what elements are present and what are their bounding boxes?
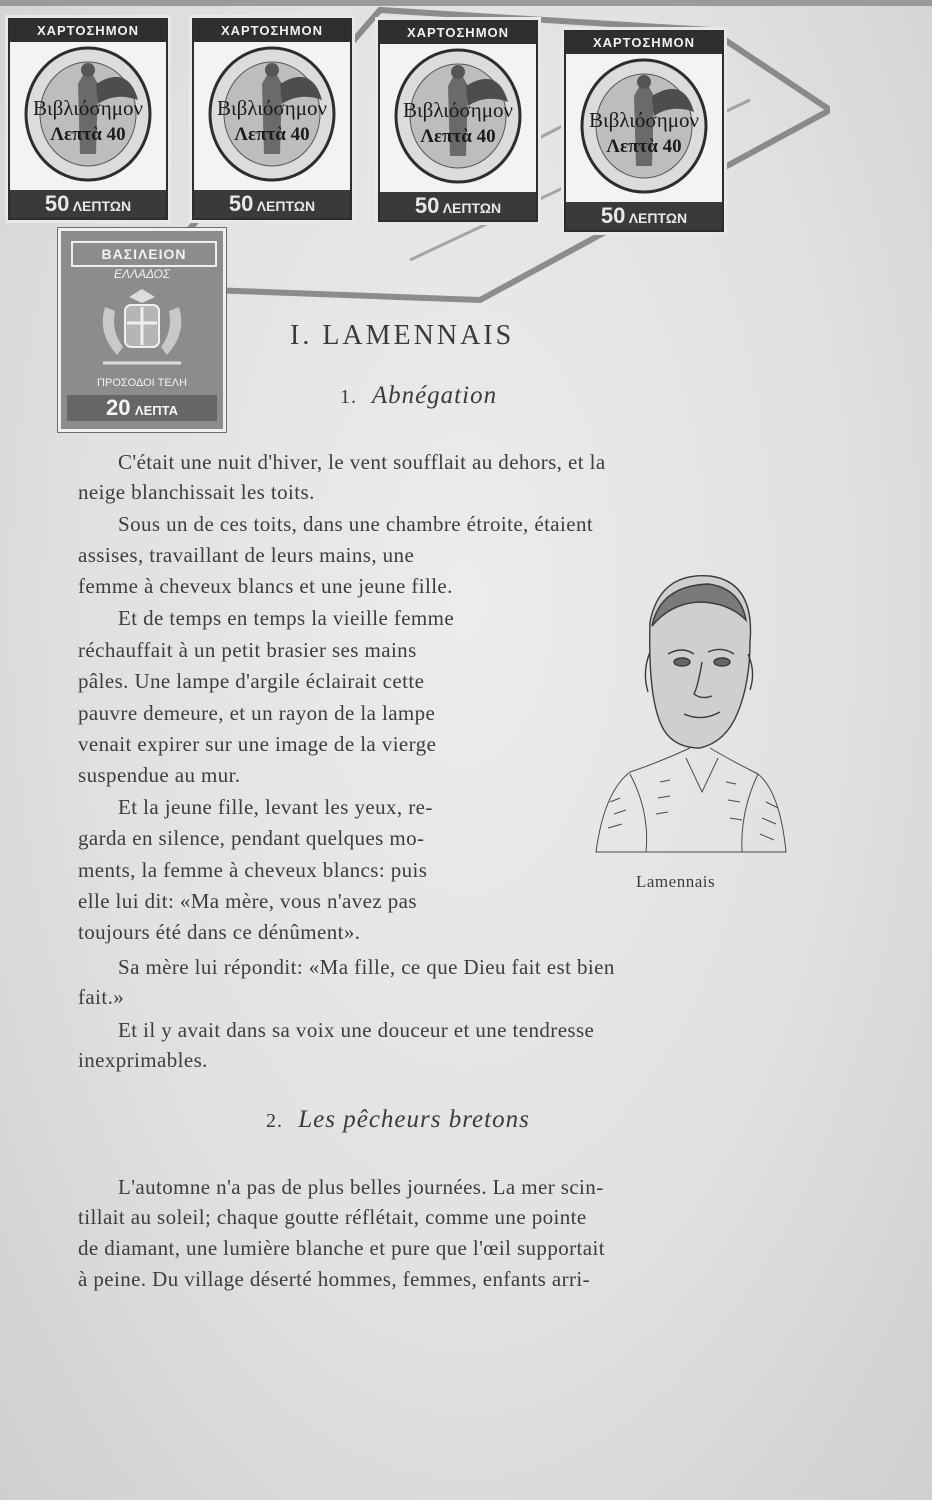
chapter-title: I. LAMENNAIS (290, 320, 515, 351)
stamp-footer-value: 50 (44, 191, 70, 216)
section-title: Les pêcheurs bretons (298, 1106, 530, 1133)
text-line: à peine. Du village déserté hommes, femmes, enfants arri- (78, 1267, 591, 1291)
stamp-overprint-value: Λεπτὰ 40 (606, 136, 682, 157)
text-line: inexprimables. (78, 1048, 208, 1072)
stamp-footer (566, 202, 722, 230)
stamp-overprint-name: Βιβλιόσημον (403, 98, 513, 122)
text-line: pauvre demeure, et un rayon de la lampe (78, 701, 436, 725)
lamennais-portrait-image (590, 562, 790, 862)
stamp-overprint-value: Λεπτὰ 40 (420, 126, 496, 147)
stamp-header: ΧΑΡΤΟΣΗΜΟΝ (194, 20, 350, 42)
text-line: femme à cheveux blancs et une jeune fille. (78, 574, 453, 598)
stamp-footer-word: ΛΕΠΤΩΝ (442, 200, 502, 216)
text-line: assises, travaillant de leurs mains, une (78, 543, 415, 567)
section-number: 1. (340, 386, 357, 408)
stamp-header: ΧΑΡΤΟΣΗΜΟΝ (10, 20, 166, 42)
portrait-caption: Lamennais (636, 872, 716, 891)
stamp-overprint-name: Βιβλιόσημον (217, 96, 327, 120)
text-line: Sa mère lui répondit: «Ma fille, ce que Dieu fait est bien (118, 955, 615, 979)
section-title: Abnégation (371, 382, 498, 409)
revenue-stamp-2 (192, 18, 352, 220)
stamp-fee-label: ΠΡΟΣΟΔΟΙ ΤΕΛΗ (97, 377, 187, 389)
stamp-footer-value: 50 (600, 203, 626, 228)
text-line: fait.» (78, 985, 125, 1009)
stamp-country-label: ΕΛΛΑΔΟΣ (114, 267, 170, 281)
text-line: garda en silence, pendant quelques mo- (78, 826, 425, 850)
stamp-overprint-name: Βιβλιόσημον (33, 96, 143, 120)
revenue-stamp-4 (564, 30, 724, 232)
stamp-footer (380, 192, 536, 220)
page-top-edge (0, 0, 932, 6)
stamp-footer-word: ΛΕΠΤΩΝ (256, 198, 316, 214)
section-1-heading (340, 382, 497, 410)
text-line: ments, la femme à cheveux blancs: puis (78, 858, 428, 882)
revenue-stamp-1 (8, 18, 168, 220)
text-line: Et il y avait dans sa voix une douceur et une tendresse (118, 1018, 595, 1042)
text-line: Sous un de ces toits, dans une chambre étroite, étaient (118, 512, 594, 536)
text-line: toujours été dans ce dénûment». (78, 920, 361, 944)
text-line: neige blanchissait les toits. (78, 480, 315, 504)
section-number: 2. (266, 1110, 283, 1132)
stamp-overprint-value: Λεπτὰ 40 (50, 124, 126, 145)
stamp-footer (194, 190, 350, 218)
stamp-value-bar (67, 395, 217, 421)
stamp-overprint-value: Λεπτὰ 40 (234, 124, 310, 145)
stamp-footer-word: ΛΕΠΤΩΝ (628, 210, 688, 226)
stamp-value-number: 20 (105, 395, 131, 420)
revenue-stamp-3 (378, 20, 538, 222)
stamp-footer-word: ΛΕΠΤΩΝ (72, 198, 132, 214)
stamp-footer-value: 50 (228, 191, 254, 216)
text-line: de diamant, une lumière blanche et pure que l'œil supportait (78, 1236, 605, 1260)
text-line: C'était une nuit d'hiver, le vent soufflait au dehors, et la (118, 450, 606, 474)
stamp-footer (10, 190, 166, 218)
text-line: L'automne n'a pas de plus belles journées. La mer scin- (118, 1175, 604, 1199)
text-line: Et la jeune fille, levant les yeux, re- (118, 795, 433, 819)
stamp-header: ΧΑΡΤΟΣΗΜΟΝ (566, 32, 722, 54)
kingdom-revenue-stamp (58, 228, 226, 432)
section-2-heading (266, 1106, 530, 1134)
stamp-kingdom-label: ΒΑΣΙΛΕΙΟΝ (71, 241, 217, 267)
text-line: tillait au soleil; chaque goutte réflétait, comme une pointe (78, 1205, 587, 1229)
coat-of-arms-icon (83, 283, 201, 371)
text-line: Et de temps en temps la vieille femme (118, 606, 455, 630)
stamp-footer-value: 50 (414, 193, 440, 218)
text-line: elle lui dit: «Ma mère, vous n'avez pas (78, 889, 417, 913)
text-line: venait expirer sur une image de la vierge (78, 732, 437, 756)
text-line: pâles. Une lampe d'argile éclairait cette (78, 669, 425, 693)
stamp-overprint-name: Βιβλιόσημον (589, 108, 699, 132)
stamp-value-word: ΛΕΠΤΑ (134, 403, 179, 418)
stamp-header: ΧΑΡΤΟΣΗΜΟΝ (380, 22, 536, 44)
text-line: suspendue au mur. (78, 763, 241, 787)
text-line: réchauffait à un petit brasier ses mains (78, 638, 417, 662)
